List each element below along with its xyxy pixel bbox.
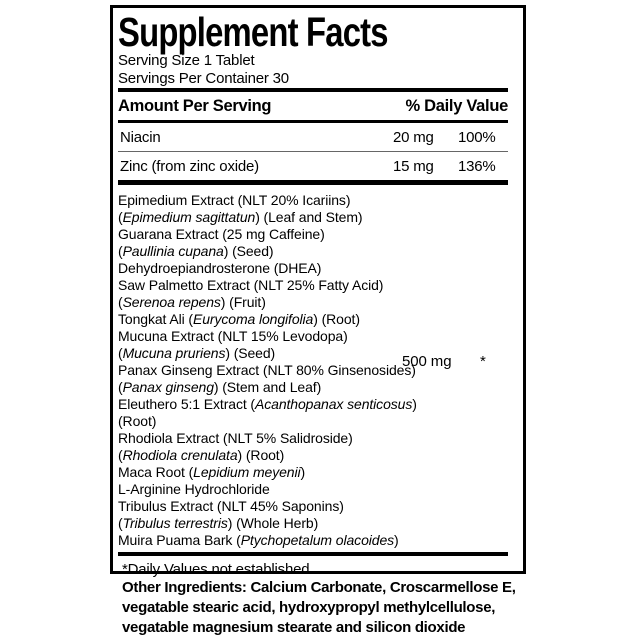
- nutrient-amount: 15 mg: [393, 158, 434, 175]
- daily-value-header: % Daily Value: [405, 97, 508, 115]
- amount-per-serving-header: Amount Per Serving: [118, 97, 272, 115]
- column-header-row: [118, 92, 508, 120]
- text-line: Panax Ginseng Extract (NLT 80% Ginsenosides): [118, 362, 416, 378]
- text-line: (Root): [118, 413, 157, 429]
- nutrient-row-niacin: [118, 123, 508, 151]
- nutrient-row-zinc: [118, 152, 508, 180]
- nutrient-amount: 20 mg: [393, 129, 434, 146]
- text-line: Guarana Extract (25 mg Caffeine): [118, 226, 325, 242]
- text-line: Muira Puama Bark (Ptychopetalum olacoides): [118, 532, 399, 548]
- text-line: (Tribulus terrestris) (Whole Herb): [118, 515, 319, 531]
- nutrient-name: Zinc (from zinc oxide): [120, 158, 259, 175]
- text-line: Epimedium Extract (NLT 20% Icariins): [118, 192, 351, 208]
- text-line: Maca Root (Lepidium meyenii): [118, 464, 306, 480]
- text-line: (Mucuna pruriens) (Seed): [118, 345, 276, 361]
- text-line: Saw Palmetto Extract (NLT 25% Fatty Acid): [118, 277, 384, 293]
- text-line: L-Arginine Hydrochloride: [118, 481, 270, 497]
- panel-title: Supplement Facts: [118, 9, 388, 55]
- text-line: Dehydroepiandrosterone (DHEA): [118, 260, 322, 276]
- other-ingredients-paragraph: [122, 578, 526, 638]
- text-line: Rhodiola Extract (NLT 5% Salidroside): [118, 430, 353, 446]
- text-line: Other Ingredients: Calcium Carbonate, Croscarmellose E,: [122, 579, 516, 596]
- text-line: (Rhodiola crenulata) (Root): [118, 447, 285, 463]
- proprietary-blend-list: [118, 185, 508, 552]
- blend-daily-value-asterisk: *: [480, 353, 486, 370]
- text-line: Mucuna Extract (NLT 15% Levodopa): [118, 328, 348, 344]
- text-line: Tongkat Ali (Eurycoma longifolia) (Root): [118, 311, 360, 327]
- text-line: (Paullinia cupana) (Seed): [118, 243, 274, 259]
- text-line: vegatable magnesium stearate and silicon dioxide: [122, 619, 466, 636]
- text-line: (Serenoa repens) (Fruit): [118, 294, 266, 310]
- nutrient-dv: 136%: [458, 158, 496, 175]
- serving-size: Serving Size 1 Tablet: [118, 52, 255, 69]
- text-line: (Panax ginseng) (Stem and Leaf): [118, 379, 322, 395]
- daily-value-footnote: *Daily Values not established.: [122, 561, 314, 578]
- nutrient-name: Niacin: [120, 129, 161, 146]
- text-line: vegatable stearic acid, hydroxypropyl methylcellulose,: [122, 599, 496, 616]
- supplement-facts-panel: [110, 5, 526, 578]
- nutrient-dv: 100%: [458, 129, 496, 146]
- text-line: (Epimedium sagittatun) (Leaf and Stem): [118, 209, 363, 225]
- servings-per-container: Servings Per Container 30: [118, 70, 289, 87]
- blend-amount: 500 mg: [402, 353, 452, 370]
- text-line: Eleuthero 5:1 Extract (Acanthopanax senticosus): [118, 396, 417, 412]
- text-line: Tribulus Extract (NLT 45% Saponins): [118, 498, 344, 514]
